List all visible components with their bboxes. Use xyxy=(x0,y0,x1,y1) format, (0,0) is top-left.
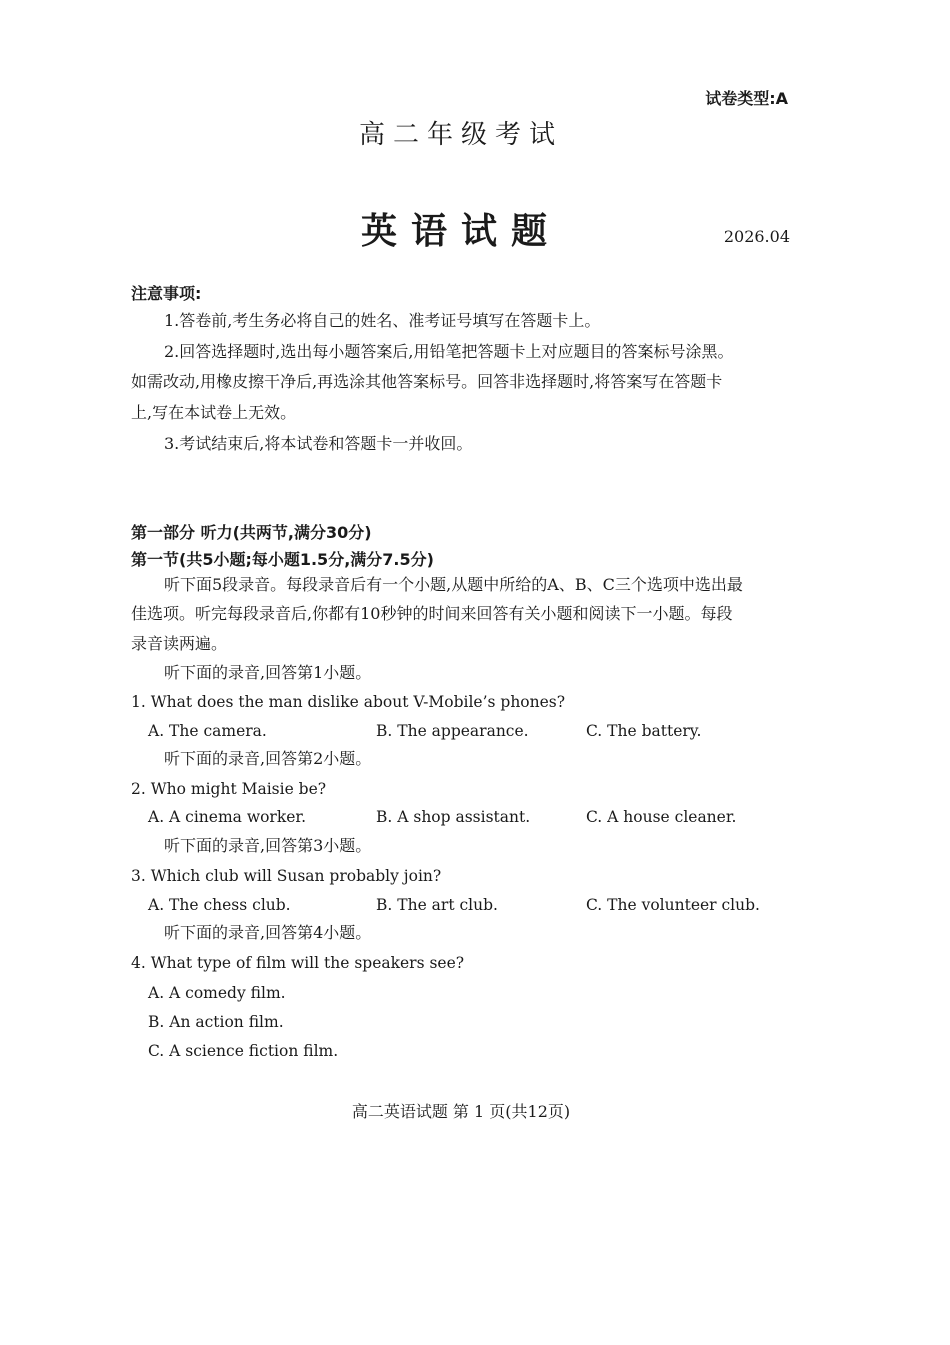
notice-item-2-cont2: 上,写在本试卷上无效。 xyxy=(131,403,297,422)
option-a: A. The camera. xyxy=(148,722,267,740)
exam-date: 2026.04 xyxy=(723,227,790,246)
listening-prompt: 听下面的录音,回答第3小题。 xyxy=(164,836,372,855)
option-a: A. A cinema worker. xyxy=(148,808,307,826)
option-c: C. A house cleaner. xyxy=(586,808,737,826)
question-stem: 3. Which club will Susan probably join? xyxy=(131,867,442,885)
notice-item-1: 1.答卷前,考生务必将自己的姓名、准考证号填写在答题卡上。 xyxy=(164,311,601,330)
question-stem: 4. What type of film will the speakers see? xyxy=(131,954,465,972)
option-b: B. A shop assistant. xyxy=(376,808,531,826)
exam-title: 高二年级考试 xyxy=(358,120,563,150)
part1-title: 第一部分 听力(共两节,满分30分) xyxy=(131,523,372,542)
subject-title: 英语试题 xyxy=(360,210,561,252)
question-stem: 1. What does the man dislike about V-Mobile’s phones? xyxy=(131,693,566,711)
section1-title: 第一节(共5小题;每小题1.5分,满分7.5分) xyxy=(131,550,434,569)
notice-item-3: 3.考试结束后,将本试卷和答题卡一并收回。 xyxy=(164,434,473,453)
option-a: A. The chess club. xyxy=(148,896,291,914)
option-c: C. A science fiction film. xyxy=(148,1042,339,1060)
notice-heading: 注意事项: xyxy=(131,284,202,303)
page-footer: 高二英语试题 第 1 页(共12页) xyxy=(351,1102,571,1121)
instruction-line-2: 佳选项。听完每段录音后,你都有10秒钟的时间来回答有关小题和阅读下一小题。每段 xyxy=(131,604,733,623)
notice-item-2-cont: 如需改动,用橡皮擦干净后,再选涂其他答案标号。回答非选择题时,将答案写在答题卡 xyxy=(131,372,723,391)
option-c: C. The volunteer club. xyxy=(586,896,760,914)
option-b: B. The appearance. xyxy=(376,722,529,740)
option-b: B. An action film. xyxy=(148,1013,284,1031)
option-c: C. The battery. xyxy=(586,722,702,740)
listening-prompt: 听下面的录音,回答第4小题。 xyxy=(164,923,372,942)
question-stem: 2. Who might Maisie be? xyxy=(131,780,327,798)
instruction-line-3: 录音读两遍。 xyxy=(131,634,228,653)
listening-prompt: 听下面的录音,回答第1小题。 xyxy=(164,663,372,682)
notice-item-2: 2.回答选择题时,选出每小题答案后,用铅笔把答题卡上对应题目的答案标号涂黑。 xyxy=(164,342,734,361)
listening-prompt: 听下面的录音,回答第2小题。 xyxy=(164,749,372,768)
option-b: B. The art club. xyxy=(376,896,498,914)
paper-type-label: 试卷类型:A xyxy=(705,89,788,108)
instruction-line-1: 听下面5段录音。每段录音后有一个小题,从题中所给的A、B、C三个选项中选出最 xyxy=(164,575,743,594)
option-a: A. A comedy film. xyxy=(148,984,286,1002)
